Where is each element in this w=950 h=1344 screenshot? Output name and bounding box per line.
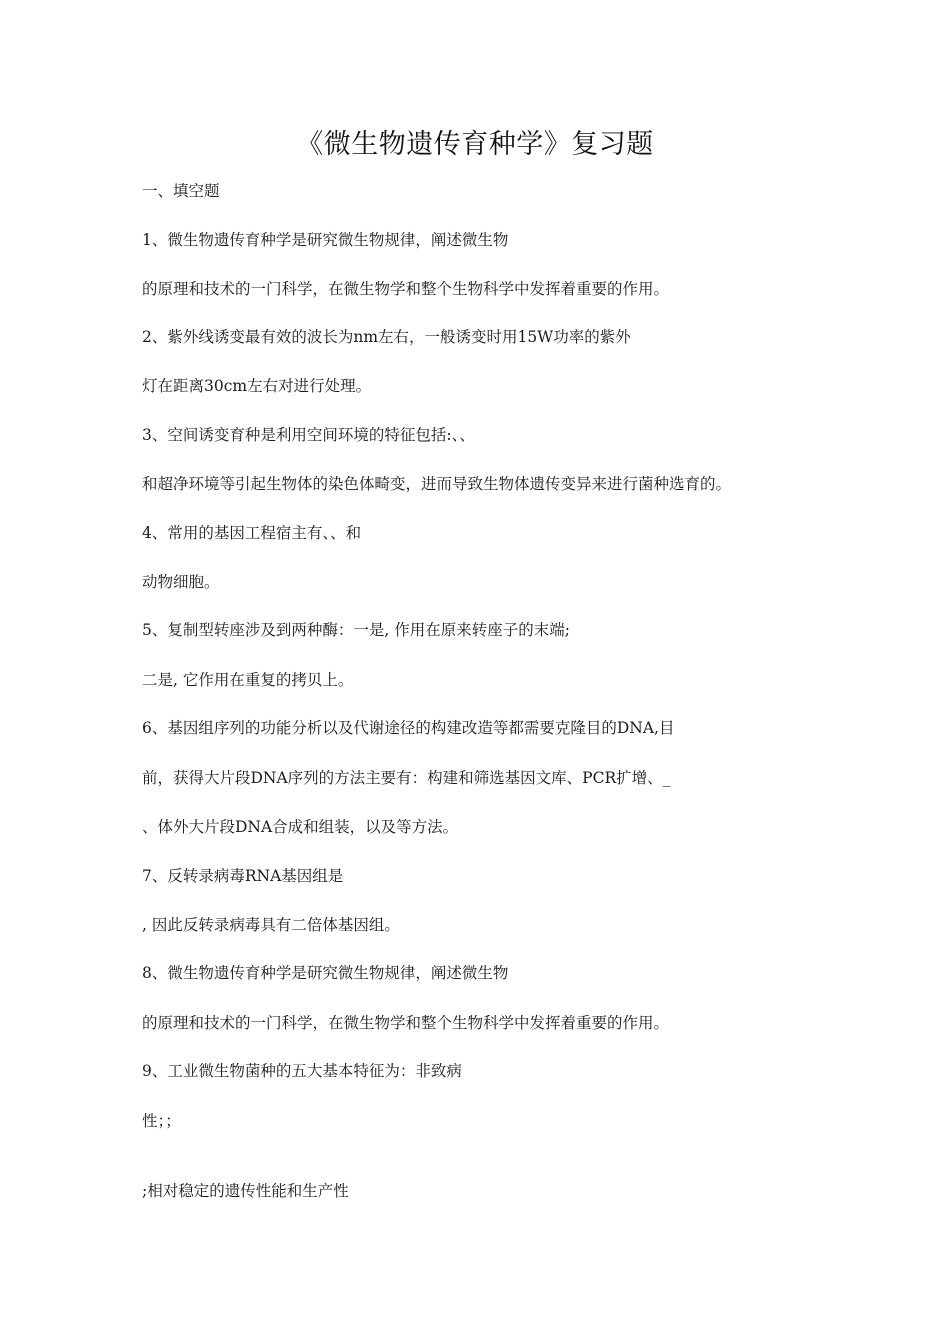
- question-1-line-1: 1、微生物遗传育种学是研究微生物规律，阐述微生物: [142, 231, 509, 249]
- section-heading: 一、填空题: [142, 182, 220, 200]
- question-4-line-1: 4、常用的基因工程宿主有、、和: [142, 524, 362, 542]
- question-3-line-1: 3、空间诱变育种是利用空间环境的特征包括:、、: [142, 426, 475, 444]
- question-6-line-1: 6、基因组序列的功能分析以及代谢途径的构建改造等都需要克隆目的DNA,目: [142, 719, 675, 737]
- question-5-line-1: 5、复制型转座涉及到两种酶：一是, 作用在原来转座子的末端;: [142, 621, 570, 639]
- question-6-line-3: 、体外大片段DNA合成和组装，以及等方法。: [142, 818, 459, 836]
- question-6-line-2: 前，获得大片段DNA序列的方法主要有：构建和筛选基因文库、PCR扩增、_: [142, 769, 671, 787]
- question-3-line-2: 和超净环境等引起生物体的染色体畸变，进而导致生物体遗传变异来进行菌种选育的。: [142, 475, 732, 493]
- question-9-line-2: 性；；: [142, 1112, 181, 1130]
- question-8-line-2: 的原理和技术的一门科学，在微生物学和整个生物科学中发挥着重要的作用。: [142, 1014, 670, 1032]
- question-5-line-2: 二是, 它作用在重复的拷贝上。: [142, 671, 354, 689]
- question-7-line-2: , 因此反转录病毒具有二倍体基因组。: [142, 916, 400, 934]
- question-7-line-1: 7、反转录病毒RNA基因组是: [142, 867, 344, 885]
- question-9-line-3: ;相对稳定的遗传性能和生产性: [142, 1182, 349, 1200]
- question-4-line-2: 动物细胞。: [142, 573, 220, 591]
- question-8-line-1: 8、微生物遗传育种学是研究微生物规律，阐述微生物: [142, 964, 509, 982]
- question-2-line-1: 2、紫外线诱变最有效的波长为nm左右，一般诱变时用15W功率的紫外: [142, 328, 631, 346]
- question-9-line-1: 9、工业微生物菌种的五大基本特征为：非致病: [142, 1062, 462, 1080]
- question-2-line-2: 灯在距离30cm左右对进行处理。: [142, 377, 372, 395]
- document-title: 《微生物遗传育种学》复习题: [296, 129, 654, 160]
- question-1-line-2: 的原理和技术的一门科学，在微生物学和整个生物科学中发挥着重要的作用。: [142, 280, 670, 298]
